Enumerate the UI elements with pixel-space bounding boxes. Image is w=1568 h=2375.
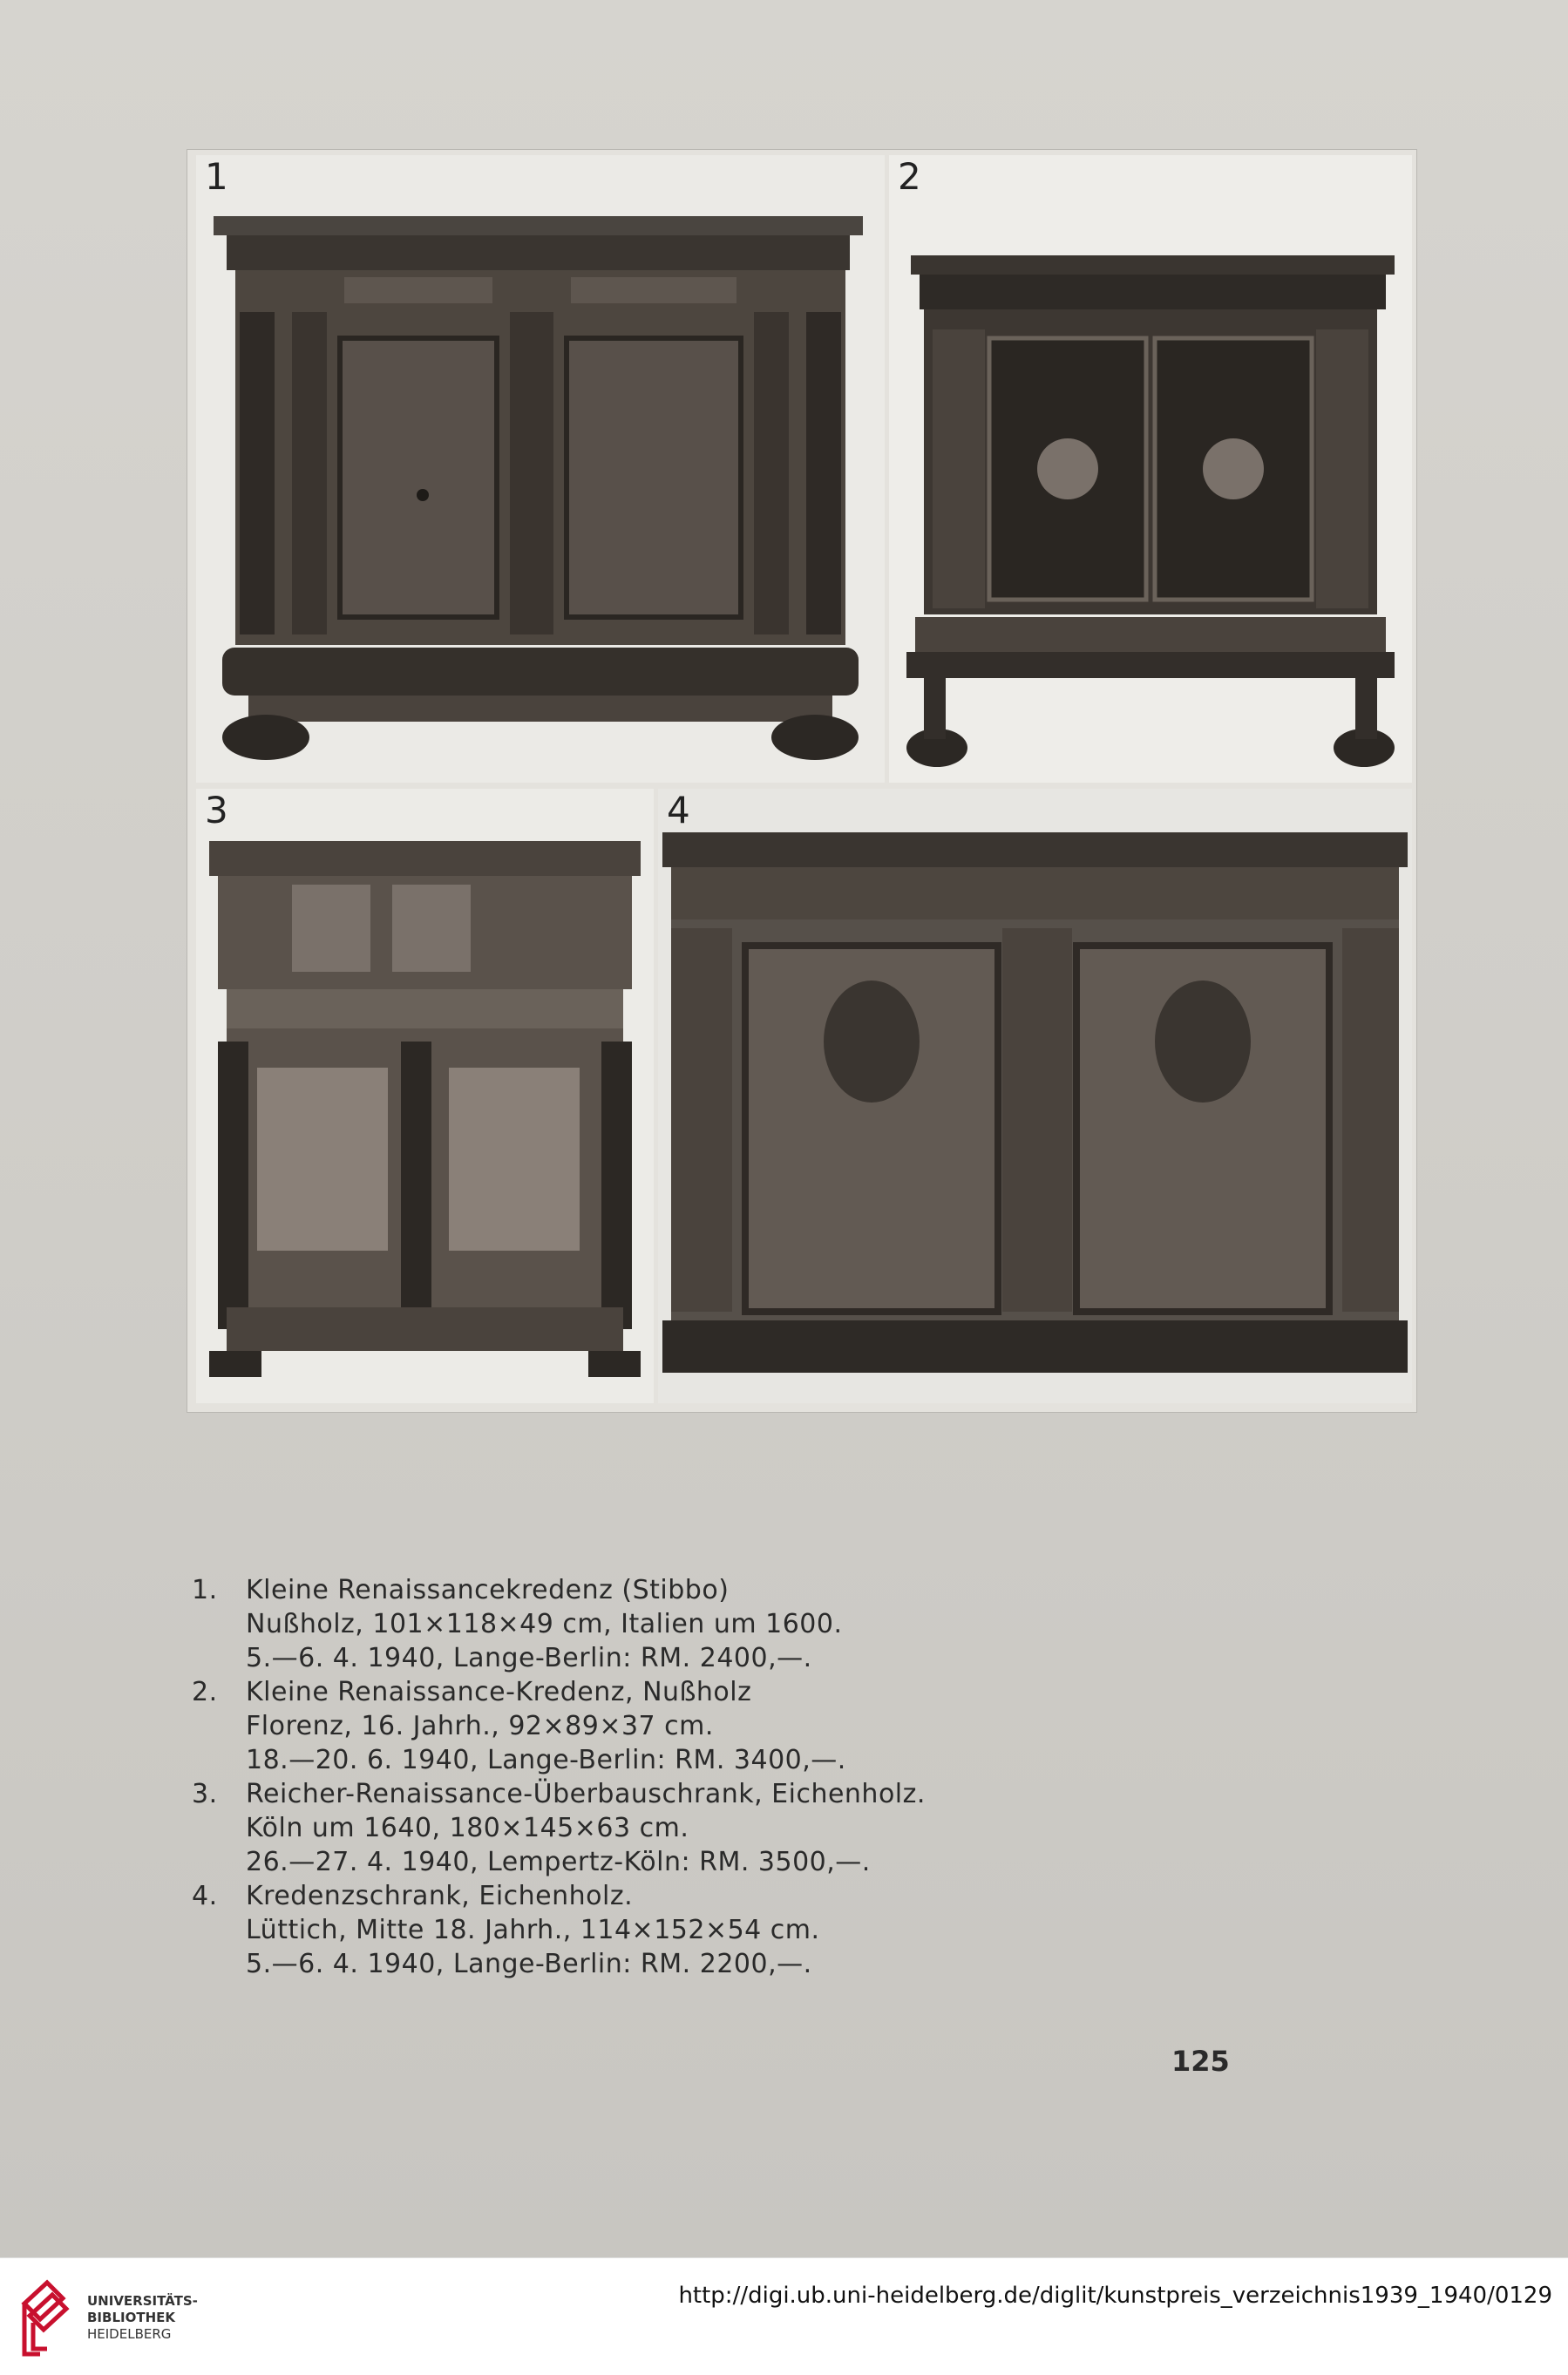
caption-number: 3. bbox=[192, 1779, 218, 1809]
page-number: 125 bbox=[1171, 2045, 1230, 2078]
caption-line: 26.—27. 4. 1940, Lempertz-Köln: RM. 3500,—. bbox=[246, 1847, 871, 1877]
caption-item bbox=[192, 1777, 1063, 1879]
caption-line: 5.—6. 4. 1940, Lange-Berlin: RM. 2400,—. bbox=[246, 1643, 812, 1673]
caption-line: Florenz, 16. Jahrh., 92×89×37 cm. bbox=[246, 1711, 714, 1741]
cabinet-4-illustration bbox=[658, 789, 1412, 1403]
caption-item bbox=[192, 1675, 1063, 1777]
photo-1 bbox=[196, 155, 885, 783]
source-url-link[interactable]: http://digi.ub.uni-heidelberg.de/diglit/kunstpreis_verzeichnis1939_1940/0129 bbox=[678, 2283, 1552, 2309]
caption-number: 2. bbox=[192, 1677, 218, 1707]
photo-number: 1 bbox=[205, 155, 228, 198]
library-line-2: BIBLIOTHEK bbox=[87, 2310, 175, 2325]
caption-number: 4. bbox=[192, 1881, 218, 1911]
cabinet-2-illustration bbox=[889, 155, 1412, 783]
photo-number: 4 bbox=[667, 789, 690, 831]
photo-number: 2 bbox=[898, 155, 921, 198]
library-line-3: HEIDELBERG bbox=[87, 2326, 172, 2342]
caption-item bbox=[192, 1573, 1063, 1675]
caption-line: Kleine Renaissancekredenz (Stibbo) bbox=[246, 1575, 730, 1605]
library-line-1: UNIVERSITÄTS- bbox=[87, 2293, 198, 2309]
cabinet-1-illustration bbox=[196, 155, 885, 783]
photo-plate bbox=[187, 150, 1416, 1412]
photo-4 bbox=[658, 789, 1412, 1403]
caption-number: 1. bbox=[192, 1575, 218, 1605]
caption-line: Köln um 1640, 180×145×63 cm. bbox=[246, 1813, 689, 1843]
library-name bbox=[87, 2293, 198, 2343]
caption-line: Nußholz, 101×118×49 cm, Italien um 1600. bbox=[246, 1609, 843, 1639]
photo-number: 3 bbox=[205, 789, 228, 831]
caption-list bbox=[192, 1573, 1063, 1981]
caption-line: Kleine Renaissance-Kredenz, Nußholz bbox=[246, 1677, 752, 1707]
caption-item bbox=[192, 1879, 1063, 1981]
caption-line: Lüttich, Mitte 18. Jahrh., 114×152×54 cm. bbox=[246, 1915, 820, 1945]
caption-line: Reicher-Renaissance-Überbauschrank, Eichenholz. bbox=[246, 1779, 926, 1809]
library-logo-icon bbox=[17, 2277, 73, 2361]
caption-line: 5.—6. 4. 1940, Lange-Berlin: RM. 2200,—. bbox=[246, 1949, 812, 1979]
photo-3 bbox=[196, 789, 654, 1403]
cabinet-3-illustration bbox=[196, 789, 654, 1403]
caption-line: 18.—20. 6. 1940, Lange-Berlin: RM. 3400,—. bbox=[246, 1745, 846, 1775]
photo-2 bbox=[889, 155, 1412, 783]
footer-bar bbox=[0, 2257, 1568, 2375]
caption-line: Kredenzschrank, Eichenholz. bbox=[246, 1881, 634, 1911]
